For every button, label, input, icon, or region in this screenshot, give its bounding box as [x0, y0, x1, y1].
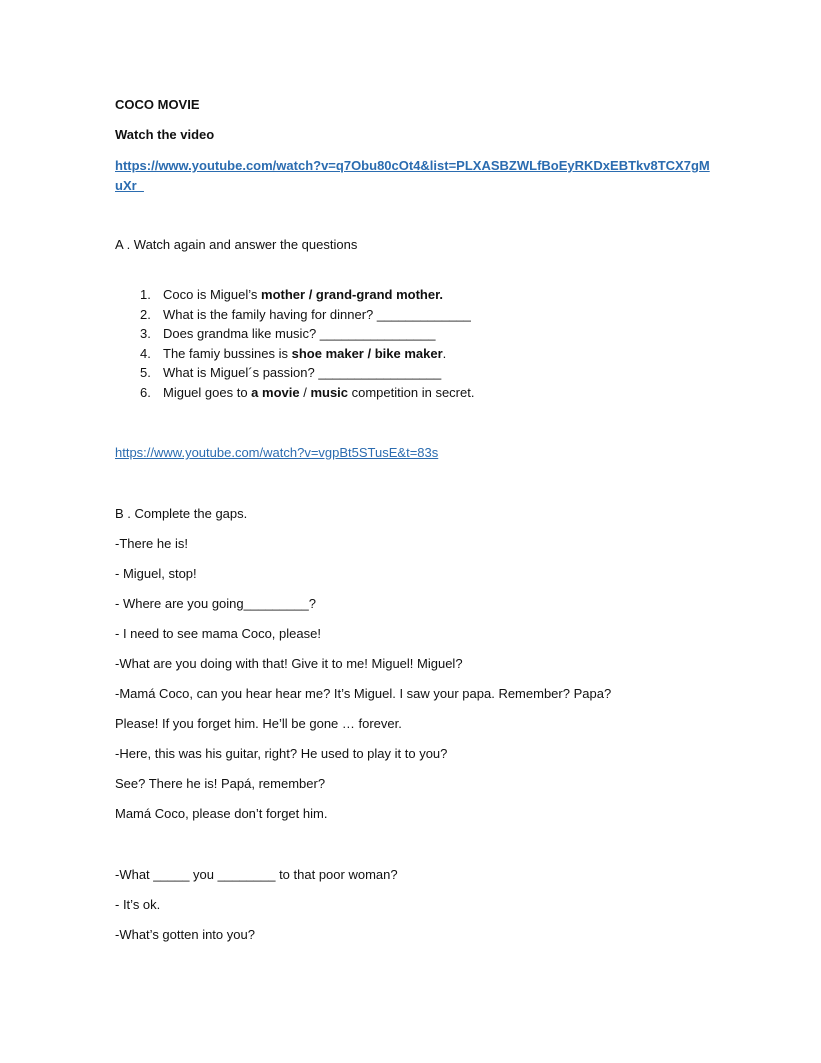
dialogue-line: - It’s ok. — [115, 897, 161, 912]
question-number: 4. — [140, 345, 151, 361]
dialogue-line: -Mamá Coco, can you hear hear me? It’s Miguel. I saw your papa. Remember? Papa? — [115, 686, 612, 701]
question-number: 3. — [140, 326, 151, 341]
question-item — [115, 306, 474, 326]
question-text: What is the family having for dinner? _____________ — [163, 306, 471, 322]
question-number: 6. — [140, 384, 151, 400]
dialogue-line: See? There he is! Papá, remember? — [115, 776, 326, 791]
question-text: Does grandma like music? ________________ — [163, 326, 436, 341]
dialogue-line: - Where are you going_________? — [115, 596, 316, 611]
question-item — [115, 384, 474, 404]
dialogue-line: - Miguel, stop! — [115, 566, 197, 581]
question-item — [115, 345, 474, 365]
question-item — [115, 286, 474, 306]
question-text: Miguel goes to — [163, 384, 252, 400]
dialogue-line: - I need to see mama Coco, please! — [115, 626, 321, 641]
question-text: Coco is Miguel’s — [163, 287, 262, 302]
question-options: shoe maker / bike maker — [291, 345, 443, 361]
section-a-heading: A . Watch again and answer the questions — [115, 237, 358, 252]
question-text-end: . — [442, 345, 447, 361]
question-text: The famiy bussines is — [163, 345, 292, 361]
question-separator: / — [299, 384, 311, 400]
question-item — [115, 364, 474, 384]
dialogue-line: Mamá Coco, please don’t forget him. — [115, 806, 328, 821]
question-options: mother / grand-grand mother. — [261, 287, 444, 302]
dialogue-line: -What are you doing with that! Give it to me! Miguel! Miguel? — [115, 656, 463, 671]
dialogue-line: -What _____ you ________ to that poor woman? — [115, 867, 398, 882]
video-link-1-continued[interactable] — [115, 177, 144, 195]
dialogue-line: -What’s gotten into you? — [115, 927, 255, 942]
question-text-end: competition in secret. — [348, 384, 475, 400]
question-option-2: music — [310, 384, 349, 400]
dialogue-line: Please! If you forget him. He’ll be gone … forever. — [115, 716, 402, 731]
dialogue-line: -There he is! — [115, 536, 188, 551]
worksheet-title: COCO MOVIE — [115, 97, 200, 112]
instruction-watch: Watch the video — [115, 127, 215, 142]
question-list — [115, 286, 474, 403]
question-number: 2. — [140, 306, 151, 322]
video-link-2[interactable]: https://www.youtube.com/watch?v=vgpBt5STusE&t=83s — [115, 445, 439, 460]
question-item — [115, 325, 474, 345]
video-link-1-line1[interactable]: https://www.youtube.com/watch?v=q7Obu80cOt4&list=PLXASBZWLfBoEyRKDxEBTkv8TCX7gM — [115, 158, 710, 173]
question-option-1: a movie — [251, 384, 300, 400]
video-link-1-line2[interactable]: uXr_ — [115, 178, 144, 193]
question-text: What is Miguel´s passion? _________________ — [163, 365, 442, 380]
question-number: 5. — [140, 365, 151, 380]
video-link-1[interactable] — [115, 157, 710, 175]
section-b-heading: B . Complete the gaps. — [115, 506, 248, 521]
dialogue-line: -Here, this was his guitar, right? He used to play it to you? — [115, 746, 448, 761]
question-number: 1. — [140, 287, 151, 302]
